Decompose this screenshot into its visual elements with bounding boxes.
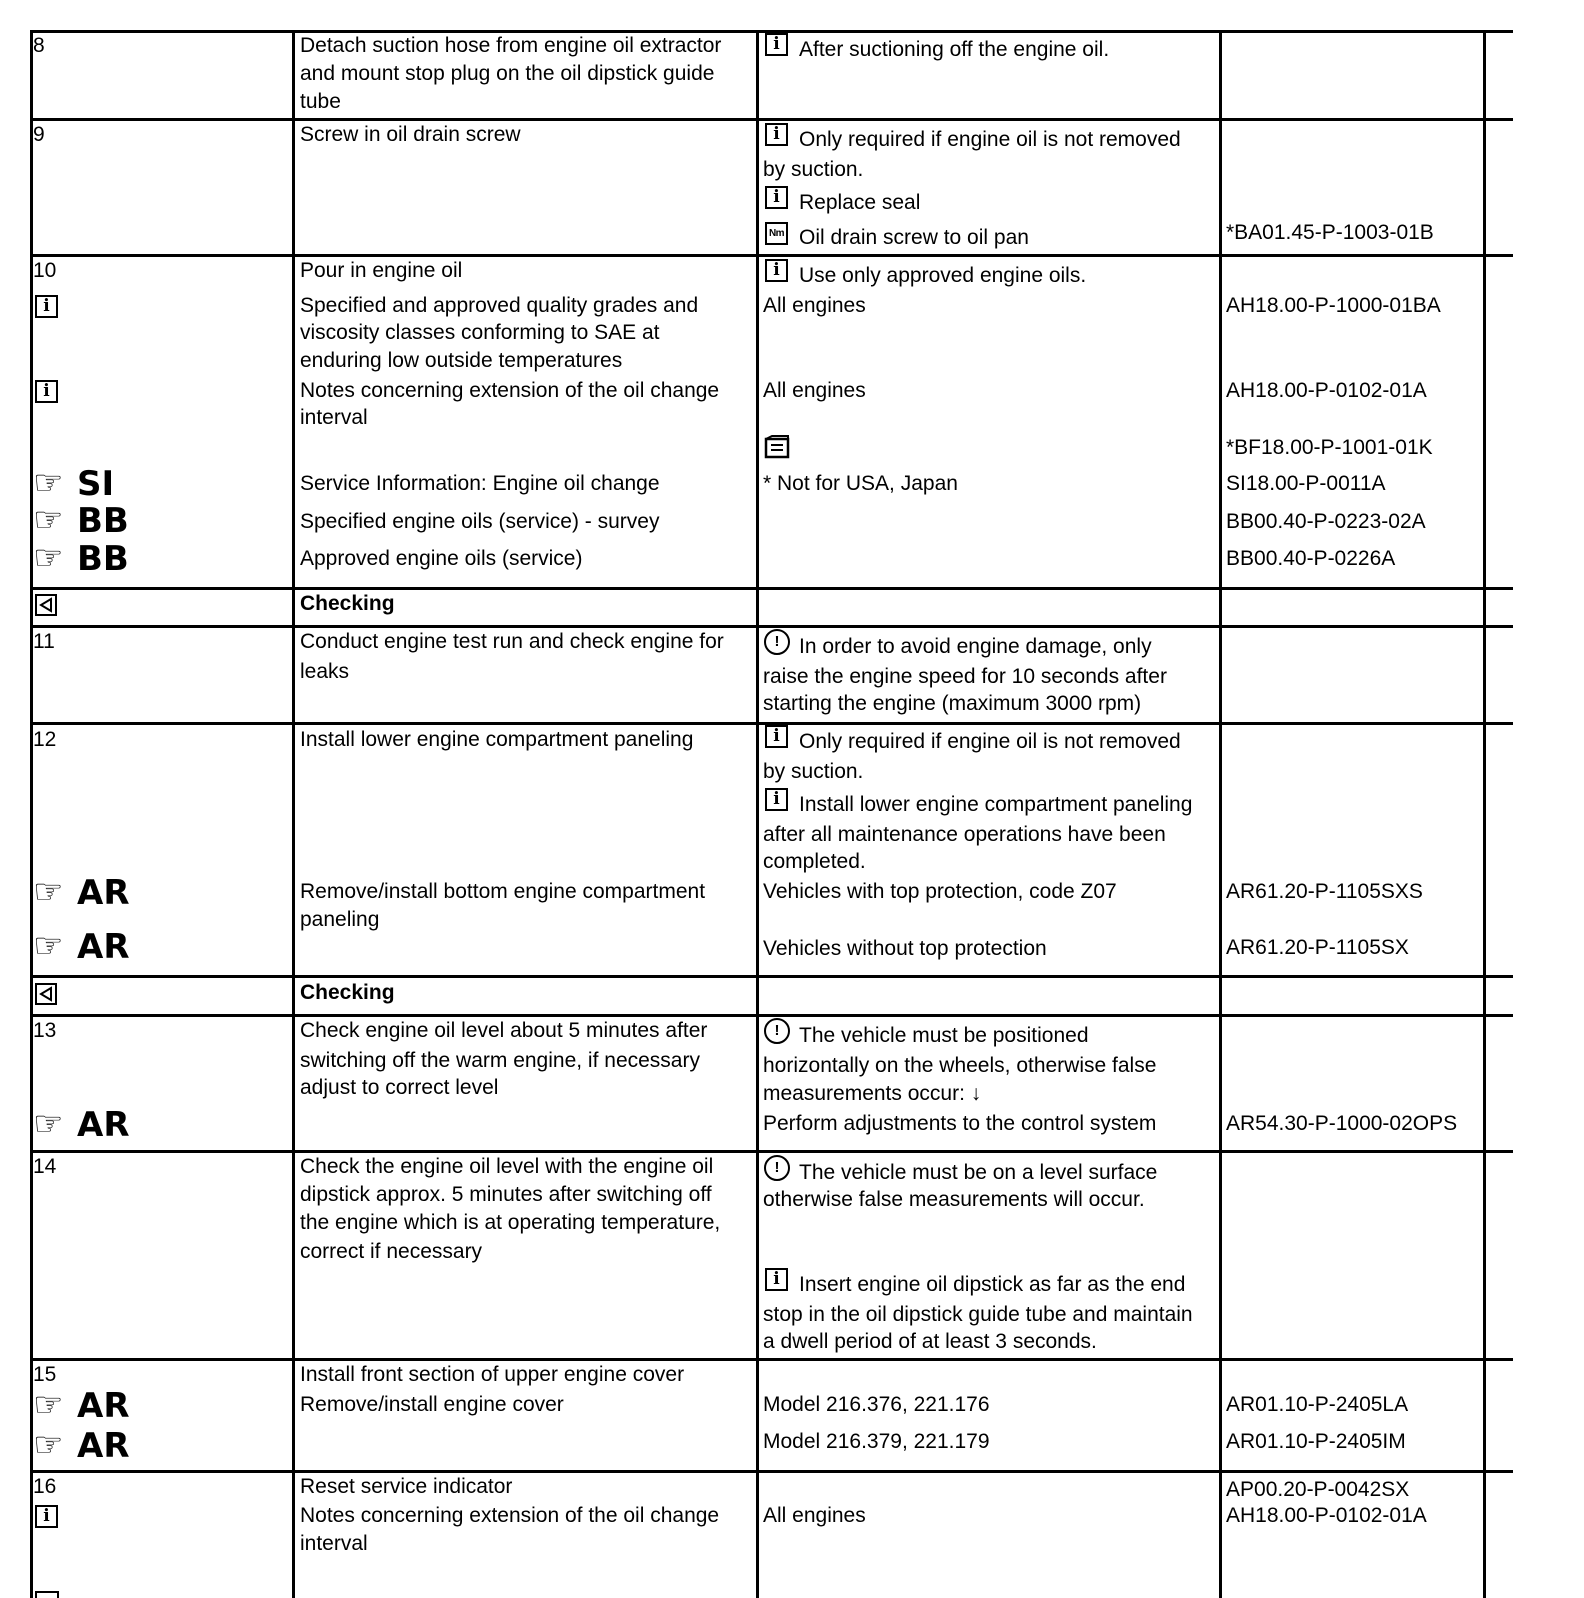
hand-pointer-icon: ☞ [33,926,64,966]
info-icon: i [35,380,58,403]
action-text: Check the engine oil level with the engine oil [300,1155,714,1178]
action-text: Remove/install bottom engine compartment [300,880,706,903]
hand-pointer-icon: ☞ [33,1104,64,1144]
row-divider [30,1150,1513,1153]
info-icon: i [765,788,788,811]
info-icon: i [765,123,788,146]
reference-type-label: AR [77,1386,130,1426]
note-text: Only required if engine oil is not removed [799,128,1181,151]
note-text: In order to avoid engine damage, only [799,635,1152,658]
info-icon [35,1591,59,1598]
document-ref[interactable]: *BA01.45-P-1003-01B [1226,221,1434,244]
action-text: interval [300,1532,368,1555]
document-ref[interactable]: AH18.00-P-0102-01A [1226,379,1427,402]
document-ref[interactable]: BB00.40-P-0223-02A [1226,510,1426,533]
reference-type-label: AR [77,1105,130,1145]
column-divider [292,30,295,1598]
step-number: 9 [33,123,45,146]
column-divider [756,30,759,1598]
info-icon: i [765,1268,788,1291]
column-divider [1219,30,1222,1598]
action-text: Notes concerning extension of the oil change [300,1504,720,1527]
torque-icon: Nm [765,222,788,245]
reference-type-label: BB [77,539,129,579]
document-ref[interactable]: *BF18.00-P-1001-01K [1226,436,1433,459]
document-ref[interactable]: AR01.10-P-2405IM [1226,1430,1406,1453]
hand-pointer-icon: ☞ [33,538,64,578]
note-text: measurements occur: ↓ [763,1082,982,1105]
action-text: Detach suction hose from engine oil extractor [300,34,722,57]
hand-pointer-icon: ☞ [33,1385,64,1425]
step-number: 13 [33,1019,57,1042]
note-text: All engines [763,294,866,317]
checking-icon [35,983,57,1005]
info-icon: i [35,1505,58,1528]
warning-icon: ! [764,629,790,655]
reference-type-label: SI [77,464,115,504]
note-text: After suctioning off the engine oil. [799,38,1110,61]
note-text: raise the engine speed for 10 seconds after [763,665,1167,688]
section-heading: Checking [300,981,395,1004]
hand-pointer-icon: ☞ [33,872,64,912]
note-text: after all maintenance operations have been [763,823,1166,846]
note-text: Perform adjustments to the control system [763,1112,1157,1135]
note-text: by suction. [763,760,864,783]
step-number: 11 [33,630,55,653]
note-text: All engines [763,379,866,402]
note-text: The vehicle must be positioned [799,1024,1089,1047]
document-ref[interactable]: BB00.40-P-0226A [1226,547,1396,570]
action-text: Reset service indicator [300,1475,513,1498]
note-text: stop in the oil dipstick guide tube and maintain [763,1303,1193,1326]
document-ref[interactable]: SI18.00-P-0011A [1226,472,1386,495]
row-divider [30,254,1513,257]
action-text: viscosity classes conforming to SAE at [300,321,660,344]
reference-type-label: AR [77,927,130,967]
note-text: completed. [763,850,866,873]
section-heading: Checking [300,592,395,615]
document-ref[interactable]: AR61.20-P-1105SXS [1226,880,1423,903]
row-divider [30,587,1513,590]
row-divider [30,118,1513,121]
note-text: Vehicles without top protection [763,937,1047,960]
info-icon: i [765,259,788,282]
row-divider [30,1358,1513,1361]
row-divider [30,1470,1513,1473]
action-text: Approved engine oils (service) [300,547,583,570]
action-text: Install front section of upper engine cover [300,1363,685,1386]
document-ref[interactable]: AR01.10-P-2405LA [1226,1393,1409,1416]
action-text: tube [300,90,341,113]
action-text: Service Information: Engine oil change [300,472,660,495]
note-text: * Not for USA, Japan [763,472,958,495]
action-text: Specified and approved quality grades and [300,294,699,317]
action-text: Install lower engine compartment paneling [300,728,694,751]
note-text: Model 216.376, 221.176 [763,1393,990,1416]
warning-icon: ! [764,1018,790,1044]
step-number: 10 [33,259,57,282]
action-text: Conduct engine test run and check engine for [300,630,724,653]
action-text: Remove/install engine cover [300,1393,564,1416]
reference-type-label: BB [77,501,129,541]
note-text: a dwell period of at least 3 seconds. [763,1330,1097,1353]
action-text: the engine which is at operating temperature, [300,1211,721,1234]
step-number: 8 [33,34,45,57]
action-text: dipstick approx. 5 minutes after switching off [300,1183,712,1206]
reference-type-label: AR [77,873,130,913]
action-text: and mount stop plug on the oil dipstick guide [300,62,715,85]
note-text: All engines [763,1504,866,1527]
action-text: paneling [300,908,380,931]
document-ref[interactable]: AH18.00-P-0102-01A [1226,1504,1427,1527]
note-text: horizontally on the wheels, otherwise false [763,1054,1157,1077]
row-divider [30,625,1513,628]
hand-pointer-icon: ☞ [33,1425,64,1465]
action-text: Notes concerning extension of the oil change [300,379,720,402]
action-text: interval [300,406,368,429]
document-ref[interactable]: AR61.20-P-1105SX [1226,936,1409,959]
action-text: enduring low outside temperatures [300,349,623,372]
action-text: Pour in engine oil [300,259,463,282]
action-text: correct if necessary [300,1240,483,1263]
hand-pointer-icon: ☞ [33,463,64,503]
note-text: Insert engine oil dipstick as far as the end [799,1273,1186,1296]
action-text: leaks [300,660,350,683]
note-text: Only required if engine oil is not removed [799,730,1181,753]
action-text: switching off the warm engine, if necessary [300,1049,700,1072]
action-text: Screw in oil drain screw [300,123,521,146]
hand-pointer-icon: ☞ [33,500,64,540]
note-text: Oil drain screw to oil pan [799,226,1029,249]
document-ref[interactable]: AH18.00-P-1000-01BA [1226,294,1441,317]
action-text: Specified engine oils (service) - survey [300,510,660,533]
document-ref[interactable]: AP00.20-P-0042SX [1226,1478,1410,1501]
note-text: The vehicle must be on a level surface [799,1161,1158,1184]
reference-type-label: AR [77,1426,130,1466]
checklist-icon [764,435,792,459]
info-icon: i [765,186,788,209]
action-text: Check engine oil level about 5 minutes after [300,1019,708,1042]
note-text: Replace seal [799,191,921,214]
checking-icon [35,594,57,616]
step-number: 15 [33,1363,57,1386]
info-icon: i [765,725,788,748]
document-ref[interactable]: AR54.30-P-1000-02OPS [1226,1112,1458,1135]
note-text: starting the engine (maximum 3000 rpm) [763,692,1142,715]
row-divider [30,975,1513,978]
note-text: Vehicles with top protection, code Z07 [763,880,1117,903]
column-divider [1483,30,1486,1598]
step-number: 12 [33,728,57,751]
note-text: Use only approved engine oils. [799,264,1087,287]
note-text: Install lower engine compartment paneling [799,793,1193,816]
info-icon: i [765,33,788,56]
note-text: otherwise false measurements will occur. [763,1188,1145,1211]
note-text: Model 216.379, 221.179 [763,1430,990,1453]
warning-icon: ! [764,1155,790,1181]
note-text: by suction. [763,158,864,181]
action-text: adjust to correct level [300,1076,499,1099]
info-icon: i [35,295,58,318]
step-number: 14 [33,1155,57,1178]
step-number: 16 [33,1475,57,1498]
row-divider [30,1014,1513,1017]
